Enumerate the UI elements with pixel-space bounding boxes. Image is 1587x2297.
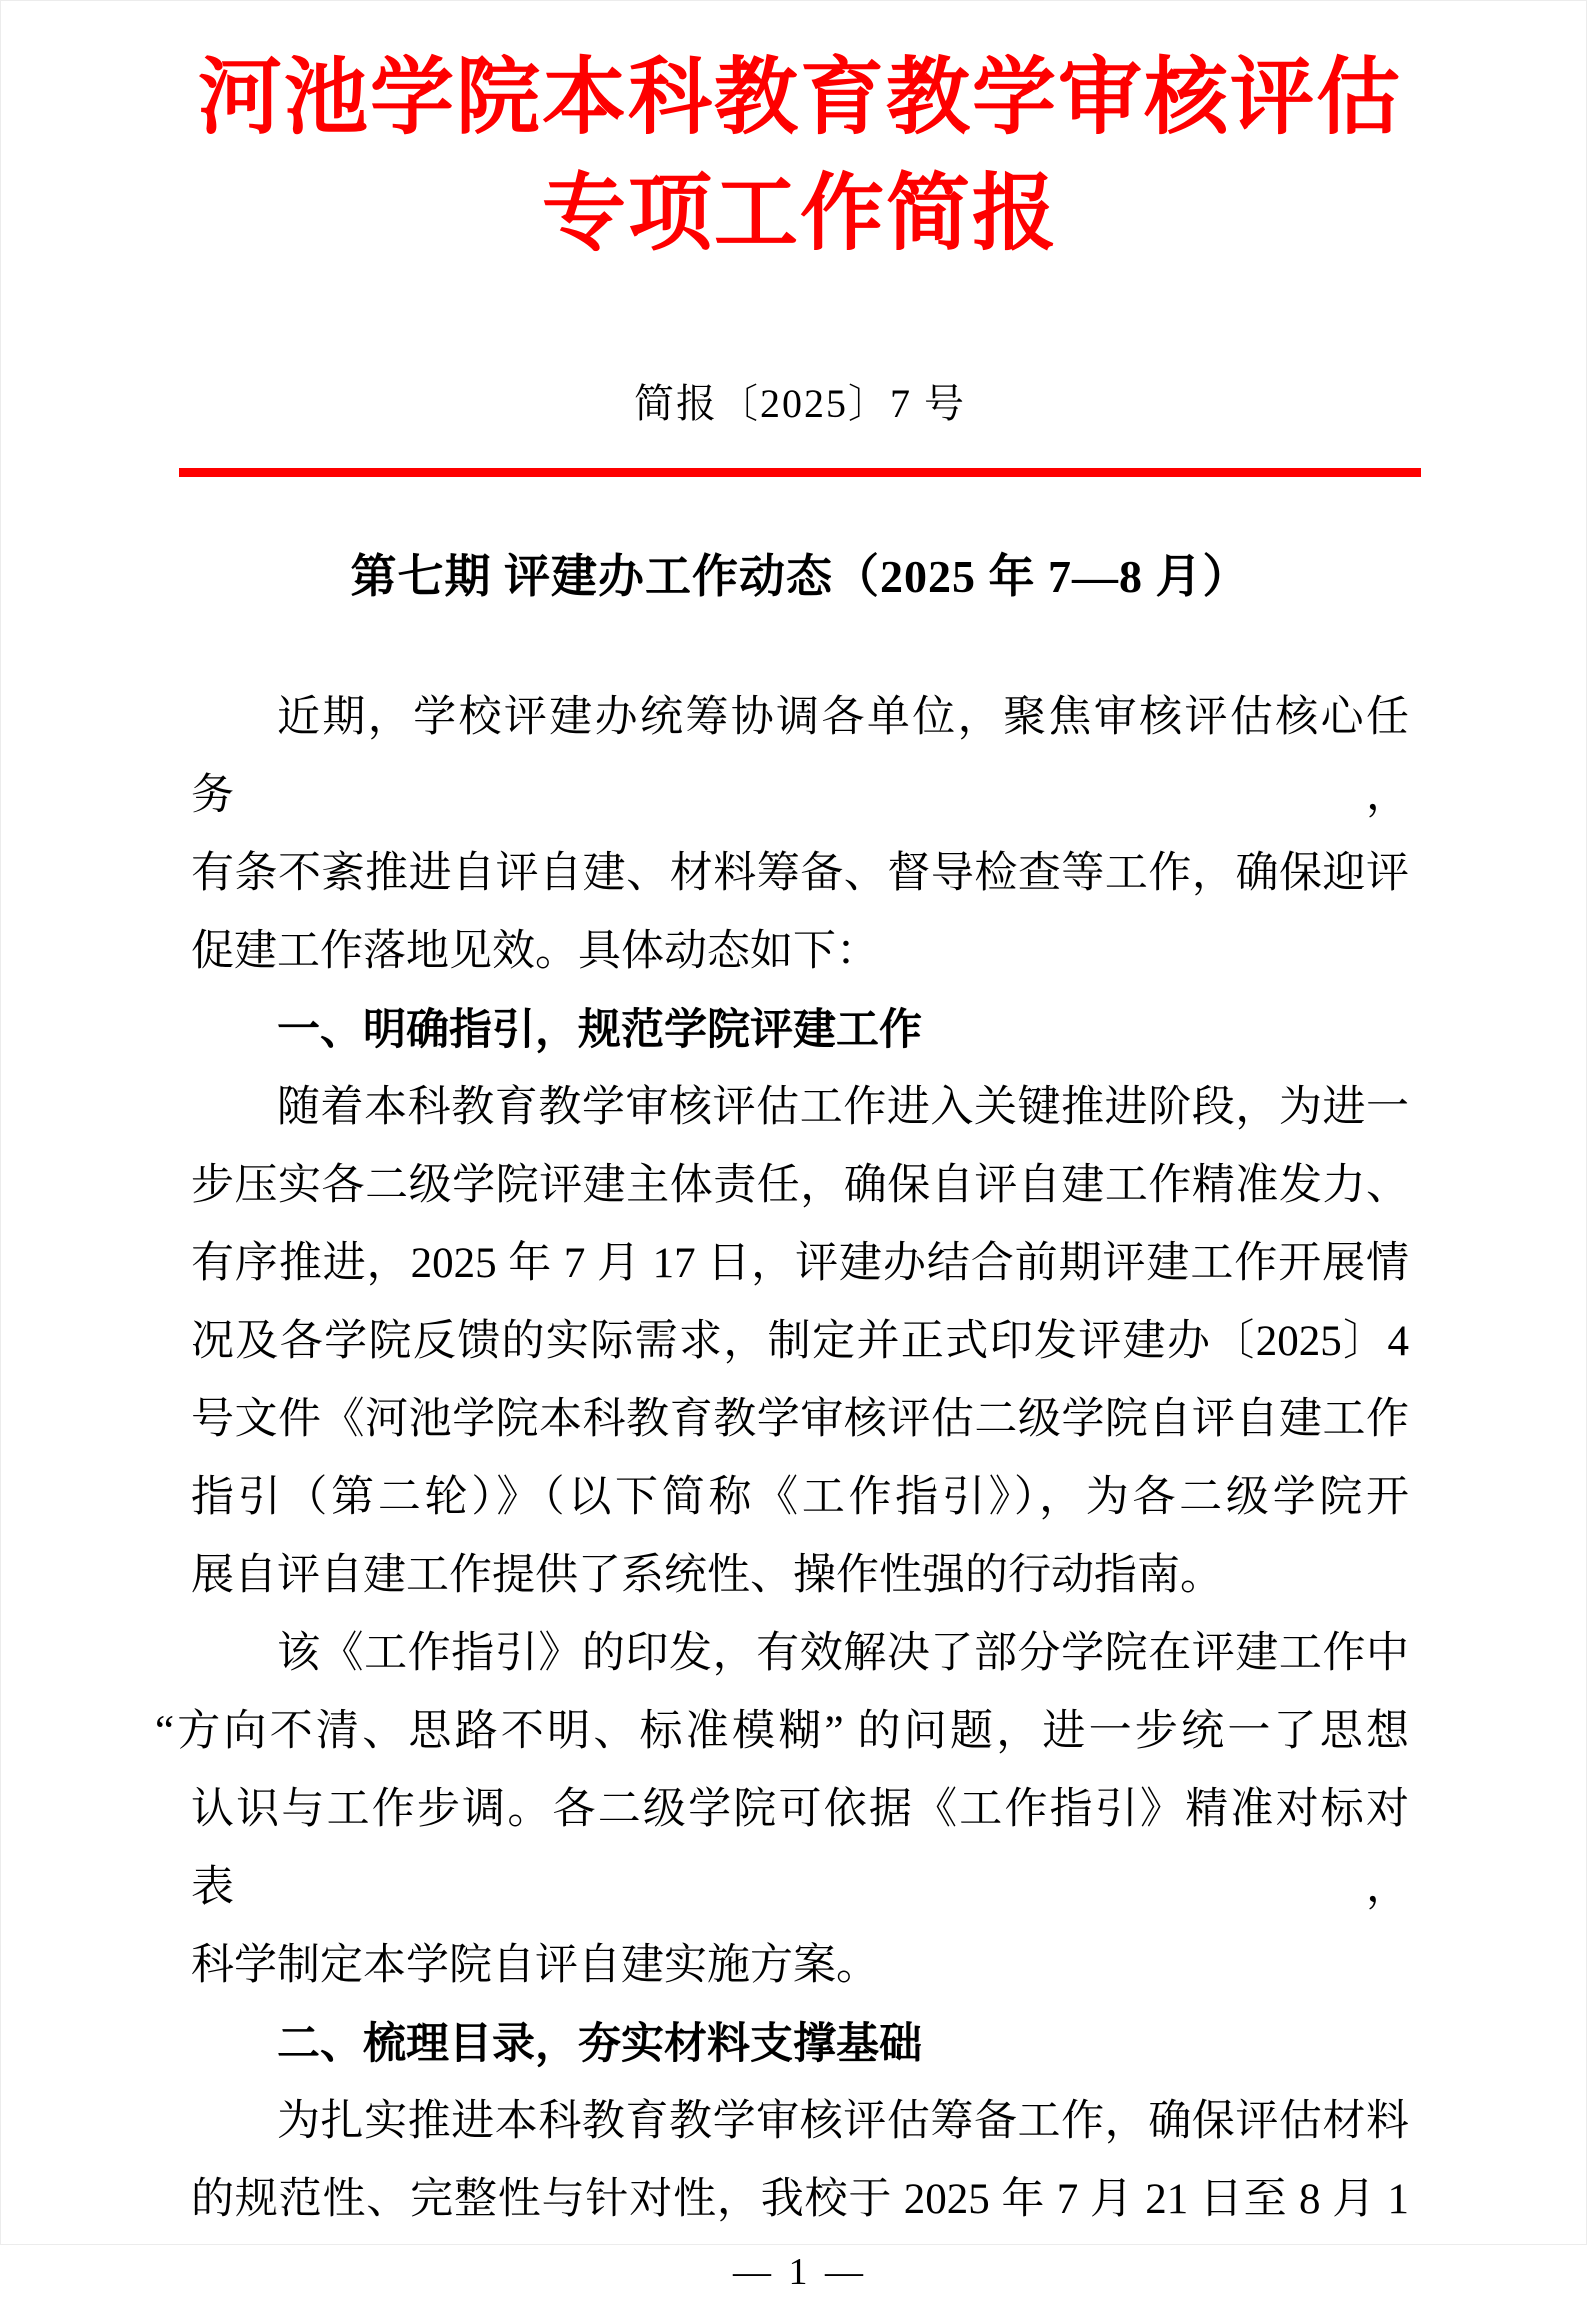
body-section-heading: 一、明确指引，规范学院评建工作: [277, 1006, 922, 1054]
document-line: 的规范性、完整性与针对性，我校于 2025 年 7 月 21 日至 8 月 1: [191, 2176, 1409, 2223]
document-line: 指引（第二轮）》（以下简称《工作指引》），为各二级学院开: [191, 1474, 1409, 1521]
document-line: 认识与工作步调。各二级学院可依据《工作指引》精准对标对表，: [191, 1786, 1409, 1911]
red-divider-line: [179, 468, 1421, 477]
document-line: 有序推进，2025 年 7 月 17 日，评建办结合前期评建工作开展情: [191, 1240, 1409, 1287]
document-line: 促建工作落地见效。具体动态如下：: [191, 928, 879, 975]
document-body: [155, 679, 1409, 2239]
document-line: 有条不紊推进自评自建、材料筹备、督导检查等工作，确保迎评: [191, 850, 1409, 897]
document-title: [191, 41, 1409, 273]
body-section-heading: 二、梳理目录，夯实材料支撑基础: [277, 2020, 922, 2068]
document-line: 该《工作指引》的印发，有效解决了部分学院在评建工作中: [277, 1630, 1409, 1677]
document-line: 随着本科教育教学审核评估工作进入关键推进阶段，为进一: [277, 1084, 1409, 1131]
document-title-line-1: 河池学院本科教育教学审核评估: [197, 52, 1402, 145]
document-title-line-2: 专项工作简报: [541, 168, 1058, 261]
document-line: 号文件《河池学院本科教育教学审核评估二级学院自评自建工作: [191, 1396, 1409, 1443]
document-line: 科学制定本学院自评自建实施方案。: [191, 1942, 879, 1989]
document-line: 步压实各二级学院评建主体责任，确保自评自建工作精准发力、: [191, 1162, 1409, 1209]
document-line: 况及各学院反馈的实际需求，制定并正式印发评建办〔2025〕4: [191, 1318, 1409, 1365]
section-heading: 第七期 评建办工作动态（2025 年 7—8 月）: [350, 551, 1250, 602]
document-line: 近期，学校评建办统筹协调各单位，聚焦审核评估核心任务，: [191, 694, 1409, 819]
page-number: — 1 —: [733, 2251, 867, 2293]
document-line: “方向不清、思路不明、标准模糊” 的问题，进一步统一了思想: [155, 1708, 1409, 1755]
issue-number: 简报〔2025〕7 号: [634, 381, 966, 426]
document-line: 为扎实推进本科教育教学审核评估筹备工作，确保评估材料: [277, 2098, 1409, 2145]
document-line: 展自评自建工作提供了系统性、操作性强的行动指南。: [191, 1552, 1223, 1599]
